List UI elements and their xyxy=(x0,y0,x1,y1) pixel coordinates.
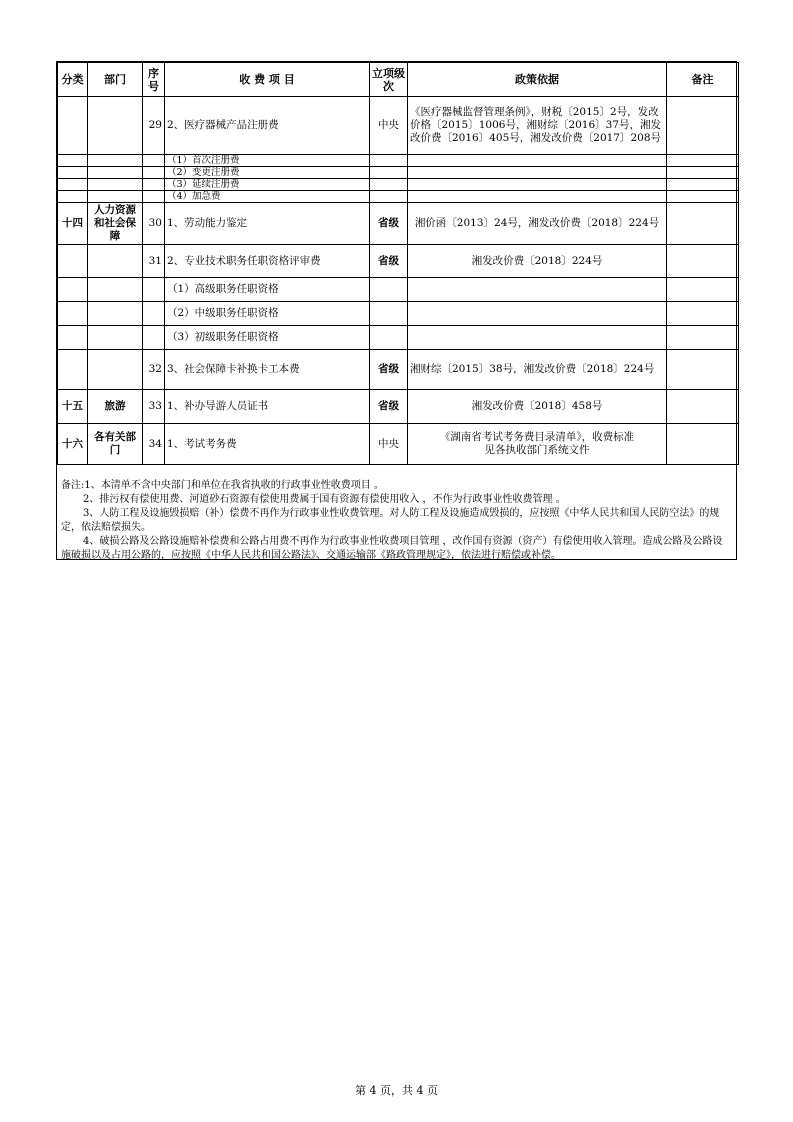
cell-remark xyxy=(667,326,739,350)
cell-dept xyxy=(88,97,143,155)
cell-dept xyxy=(88,167,143,179)
note-4: 4、破损公路及公路设施赔补偿费和公路占用费不再作为行政事业性收费项目管理 ，改作国有资源（资产）有偿使用收入管理。造成公路及公路设施破损以及占用公路的，应按照《中华人民共和国公路法》、交通运输部《路政管理规定》，依法进行赔偿或补偿。 xyxy=(61,536,723,561)
cell-dept: 人力资源和社会保障 xyxy=(88,203,143,245)
cell-category xyxy=(58,326,88,350)
fee-table xyxy=(57,62,739,465)
cell-level: 省级 xyxy=(370,203,408,245)
cell-level: 省级 xyxy=(370,350,408,390)
table-row xyxy=(58,203,739,245)
cell-dept xyxy=(88,155,143,167)
cell-dept xyxy=(88,326,143,350)
cell-remark xyxy=(667,155,739,167)
cell-item: 1、考试考务费 xyxy=(165,424,370,465)
cell-item: （1）首次注册费 xyxy=(165,155,370,167)
table-row xyxy=(58,326,739,350)
cell-level xyxy=(370,179,408,191)
table-row xyxy=(58,155,739,167)
cell-seq xyxy=(143,155,165,167)
cell-remark xyxy=(667,390,739,424)
cell-remark xyxy=(667,278,739,302)
cell-policy: 湘财综〔2015〕38号，湘发改价费〔2018〕224号 xyxy=(408,350,667,390)
cell-dept xyxy=(88,245,143,278)
cell-dept xyxy=(88,191,143,203)
cell-seq xyxy=(143,191,165,203)
cell-dept: 旅游 xyxy=(88,390,143,424)
cell-category xyxy=(58,350,88,390)
header-policy: 政策依据 xyxy=(408,63,667,97)
cell-policy xyxy=(408,191,667,203)
cell-category xyxy=(58,191,88,203)
header-row xyxy=(58,63,739,97)
cell-level xyxy=(370,155,408,167)
table-row xyxy=(58,191,739,203)
cell-item: （1）高级职务任职资格 xyxy=(165,278,370,302)
cell-category xyxy=(58,155,88,167)
table-row xyxy=(58,179,739,191)
cell-category: 十四 xyxy=(58,203,88,245)
cell-item: 3、社会保障卡补换卡工本费 xyxy=(165,350,370,390)
header-category: 分类 xyxy=(58,63,88,97)
cell-seq xyxy=(143,278,165,302)
cell-category: 十五 xyxy=(58,390,88,424)
cell-item: （2）中级职务任职资格 xyxy=(165,302,370,326)
cell-remark xyxy=(667,97,739,155)
cell-policy: 湘价函〔2013〕24号，湘发改价费〔2018〕224号 xyxy=(408,203,667,245)
cell-item: （3）初级职务任职资格 xyxy=(165,326,370,350)
cell-dept xyxy=(88,179,143,191)
cell-dept xyxy=(88,350,143,390)
cell-category xyxy=(58,97,88,155)
cell-policy xyxy=(408,179,667,191)
page-footer: 第 4 页，共 4 页 xyxy=(355,1084,438,1097)
cell-item: 2、专业技术职务任职资格评审费 xyxy=(165,245,370,278)
cell-remark xyxy=(667,179,739,191)
cell-level: 省级 xyxy=(370,390,408,424)
table-row xyxy=(58,350,739,390)
cell-category xyxy=(58,179,88,191)
cell-policy: 湘发改价费〔2018〕458号 xyxy=(408,390,667,424)
cell-remark xyxy=(667,302,739,326)
cell-policy xyxy=(408,326,667,350)
cell-remark xyxy=(667,167,739,179)
cell-seq xyxy=(143,167,165,179)
cell-item: 2、医疗器械产品注册费 xyxy=(165,97,370,155)
fee-table-sheet xyxy=(56,61,737,560)
table-row xyxy=(58,167,739,179)
cell-level: 中央 xyxy=(370,97,408,155)
table-row xyxy=(58,245,739,278)
cell-policy: 湘发改价费〔2018〕224号 xyxy=(408,245,667,278)
cell-seq xyxy=(143,179,165,191)
header-seq: 序号 xyxy=(143,63,165,97)
cell-seq xyxy=(143,326,165,350)
cell-seq: 32 xyxy=(143,350,165,390)
header-remark: 备注 xyxy=(667,63,739,97)
notes-block xyxy=(57,465,736,559)
cell-seq: 34 xyxy=(143,424,165,465)
cell-category xyxy=(58,167,88,179)
cell-remark xyxy=(667,203,739,245)
note-3: 3、人防工程及设施毁损赔（补）偿费不再作为行政事业性收费管理。对人防工程及设施造成毁损的，应按照《中华人民共和国人民防空法》的规定，依法赔偿损失。 xyxy=(61,508,720,533)
cell-level xyxy=(370,191,408,203)
cell-level: 中央 xyxy=(370,424,408,465)
cell-category xyxy=(58,245,88,278)
table-row xyxy=(58,424,739,465)
cell-seq: 30 xyxy=(143,203,165,245)
cell-policy xyxy=(408,278,667,302)
cell-category: 十六 xyxy=(58,424,88,465)
cell-item: 1、劳动能力鉴定 xyxy=(165,203,370,245)
cell-dept xyxy=(88,278,143,302)
cell-level xyxy=(370,167,408,179)
cell-policy: 《医疗器械监督管理条例》，财税〔2015〕2号，发改价格〔2015〕1006号，湘财综〔2016〕37号，湘发改价费〔2016〕405号，湘发改价费〔2017〕208号 xyxy=(408,97,667,155)
cell-policy: 《湖南省考试考务费目录清单》，收费标准见各执收部门系统文件 xyxy=(408,424,667,465)
cell-level xyxy=(370,302,408,326)
cell-seq: 31 xyxy=(143,245,165,278)
cell-remark xyxy=(667,245,739,278)
cell-seq xyxy=(143,302,165,326)
cell-policy xyxy=(408,155,667,167)
header-item: 收 费 项 目 xyxy=(165,63,370,97)
cell-seq: 33 xyxy=(143,390,165,424)
cell-remark xyxy=(667,424,739,465)
cell-remark xyxy=(667,350,739,390)
table-row xyxy=(58,278,739,302)
note-2: 2、排污权有偿使用费、河道砂石资源有偿使用费属于国有资源有偿使用收入 ，不作为行政事业性收费管理 。 xyxy=(83,494,566,505)
cell-category xyxy=(58,278,88,302)
table-row xyxy=(58,390,739,424)
cell-item: （3）延续注册费 xyxy=(165,179,370,191)
cell-dept xyxy=(88,302,143,326)
cell-seq: 29 xyxy=(143,97,165,155)
cell-level xyxy=(370,278,408,302)
header-level: 立项级次 xyxy=(370,63,408,97)
cell-level: 省级 xyxy=(370,245,408,278)
table-row xyxy=(58,302,739,326)
cell-item: （4）加急费 xyxy=(165,191,370,203)
table-row xyxy=(58,97,739,155)
cell-level xyxy=(370,326,408,350)
cell-dept: 各有关部门 xyxy=(88,424,143,465)
note-1: 备注:1、本清单不含中央部门和单位在我省执收的行政事业性收费项目 。 xyxy=(61,480,384,491)
cell-policy xyxy=(408,167,667,179)
header-dept: 部门 xyxy=(88,63,143,97)
cell-item: （2）变更注册费 xyxy=(165,167,370,179)
cell-remark xyxy=(667,191,739,203)
cell-policy xyxy=(408,302,667,326)
cell-item: 1、补办导游人员证书 xyxy=(165,390,370,424)
cell-category xyxy=(58,302,88,326)
